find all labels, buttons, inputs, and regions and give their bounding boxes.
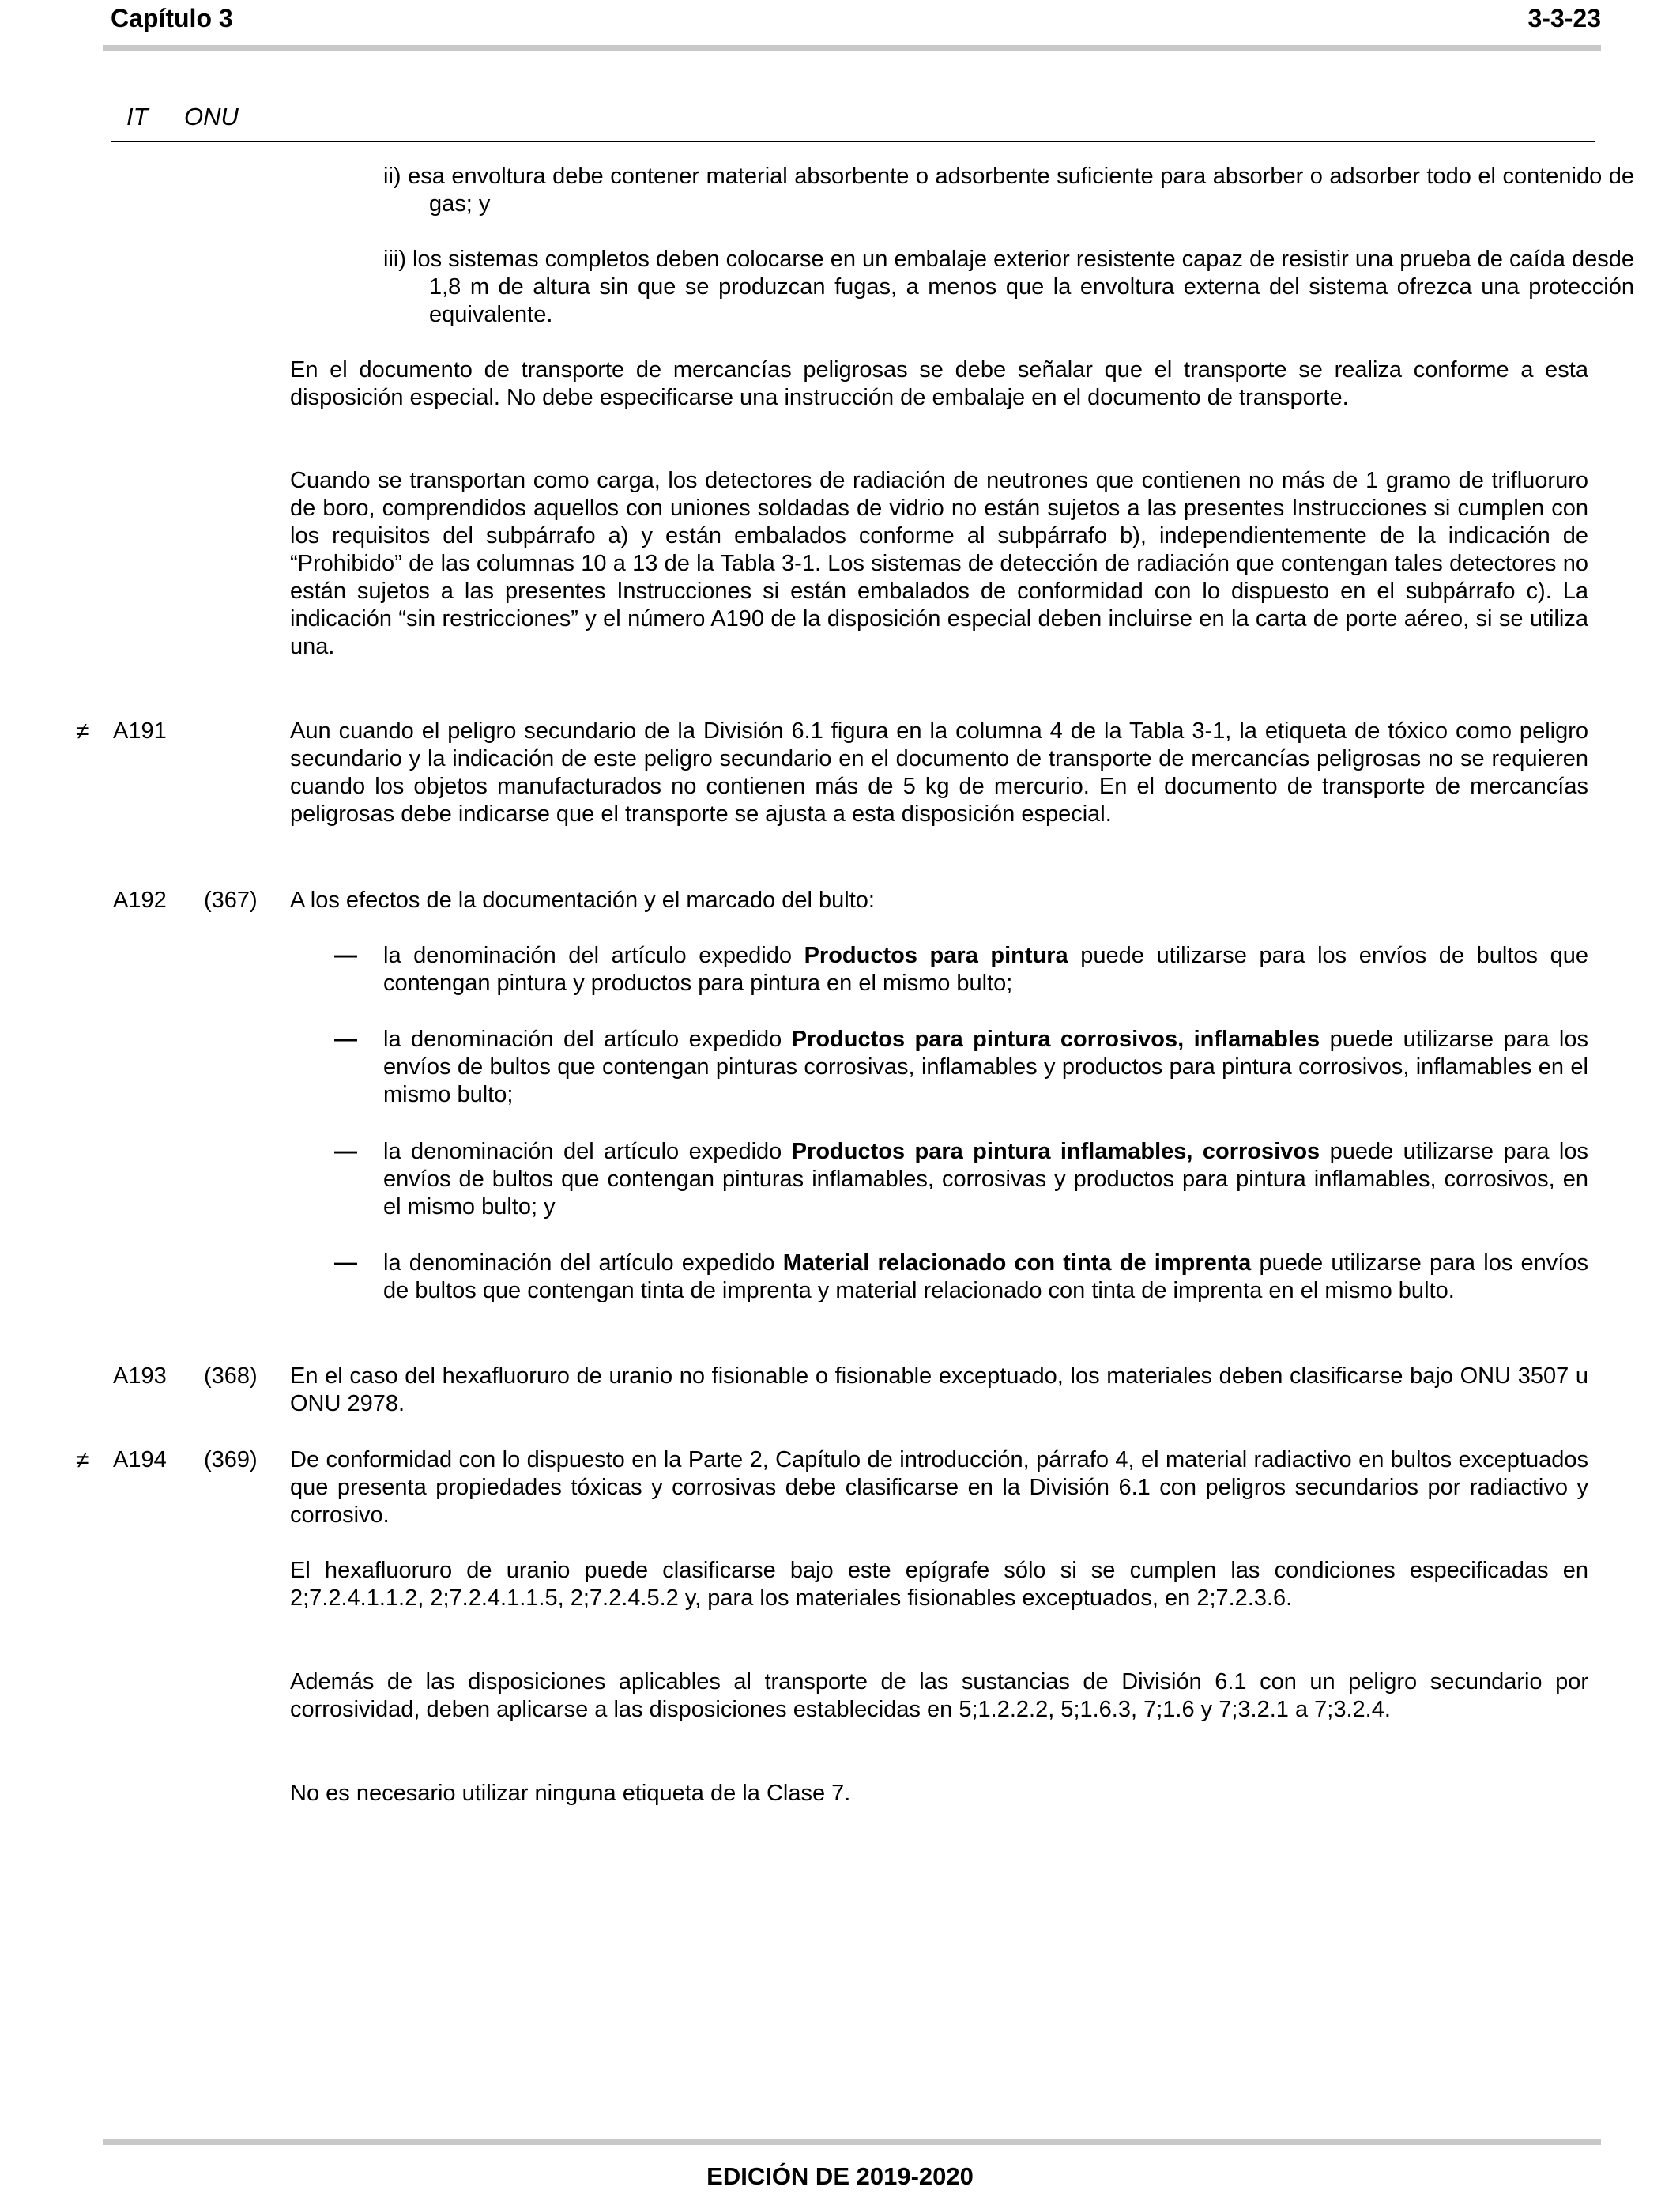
provision-paragraph: Aun cuando el peligro secundario de la División 6.1 figura en la columna 4 de la Tabla 3-1, la etiqueta de tóxico como peligro secundario y la indicación de este peligro secundario en el documento de transporte de mercancías peligrosas no se requieren cuando los objetos manufacturados no contienen más de 5 kg de mercurio. En el documento de transporte de mercancías peligrosas debe indicarse que el transporte se ajusta a esta disposición especial.	[290, 718, 1588, 827]
list-item-iii: iii) los sistemas completos deben colocarse en un embalaje exterior resistente capaz de resistir una prueba de caída desde 1,8 m de altura sin que se produzcan fugas, a menos que la envoltura externa del sistema ofrezca una protección equivalente.	[383, 247, 1634, 327]
paragraph-text: En el documento de transporte de mercancías peligrosas se debe señalar que el transporte se realiza conforme a esta disposición especial. No debe especificarse una instrucción de embalaje en el documento de transporte.	[290, 357, 1588, 410]
change-marker: ≠	[76, 1447, 89, 1473]
change-marker: ≠	[76, 718, 89, 745]
provision-code: A193	[113, 1363, 167, 1389]
list-item: la denominación del artículo expedido Productos para pintura corrosivos, inflamables puede utilizarse para los envíos de bultos que contengan pinturas corrosivas, inflamables y productos para pintura corrosivos, inflamables en el mismo bulto;	[383, 1027, 1588, 1107]
provision-text	[290, 1446, 1588, 1529]
paragraph-text: Además de las disposiciones aplicables al transporte de las sustancias de División 6.1 con un peligro secundario por corrosividad, deben aplicarse a las disposiciones establecidas en 5;1.2.2.2, 5;1.6.3, 7;1.6 y 7;3.2.1 a 7;3.2.4.	[290, 1669, 1588, 1722]
provision-paragraph: De conformidad con lo dispuesto en la Parte 2, Capítulo de introducción, párrafo 4, el material radiactivo en bultos exceptuados que presenta propiedades tóxicas y corrosivas debe clasificarse en la División 6.1 con peligros secundarios por radiactivo y corrosivo.	[290, 1447, 1588, 1528]
provision-text	[290, 887, 1588, 914]
provision-paragraph: A los efectos de la documentación y el marcado del bulto:	[290, 888, 875, 913]
dash-bullet: —	[334, 1027, 357, 1052]
column-header-rule	[111, 141, 1595, 142]
dash-bullet: —	[334, 1250, 357, 1276]
dash-bullet: —	[334, 1139, 357, 1164]
list-item: la denominación del artículo expedido Productos para pintura inflamables, corrosivos puede utilizarse para los envíos de bultos que contengan pinturas inflamables, corrosivas y productos para pintura inflamables, corrosivos, en el mismo bulto; y	[383, 1139, 1588, 1220]
list-item-ii: ii) esa envoltura debe contener material absorbente o adsorbente suficiente para absorber o adsorber todo el contenido de gas; y	[383, 164, 1634, 217]
edition-footer: EDICIÓN DE 2019-2020	[706, 2162, 974, 2190]
paragraph	[290, 356, 1588, 412]
un-reference: (369)	[204, 1447, 258, 1472]
dash-bullet: —	[334, 943, 357, 968]
provision-code: A192	[113, 888, 167, 913]
page-number: 3-3-23	[1527, 4, 1601, 32]
footer-rule	[103, 2139, 1601, 2145]
provision-paragraph: En el caso del hexafluoruro de uranio no fisionable o fisionable exceptuado, los materiales deben clasificarse bajo ONU 3507 u ONU 2978.	[290, 1363, 1588, 1416]
paragraph	[290, 467, 1588, 661]
un-reference: (367)	[204, 888, 258, 913]
column-header-onu: ONU	[184, 103, 239, 130]
provision-code: A191	[113, 718, 167, 744]
paragraph-text: El hexafluoruro de uranio puede clasificarse bajo este epígrafe sólo si se cumplen las condiciones especificadas en 2;7.2.4.1.1.2, 2;7.2.4.1.1.5, 2;7.2.4.5.2 y, para los materiales fisionables exceptuados, en 2;7.2.3.6.	[290, 1558, 1588, 1611]
paragraph	[290, 1668, 1588, 1724]
column-header-it: IT	[126, 103, 149, 130]
un-reference: (368)	[204, 1363, 258, 1389]
provision-text	[290, 1363, 1588, 1418]
header-rule	[103, 45, 1601, 51]
list-item: la denominación del artículo expedido Material relacionado con tinta de imprenta puede utilizarse para los envíos de bultos que contengan tinta de imprenta y material relacionado con tinta de imprenta en el mismo bulto.	[383, 1250, 1588, 1303]
page-header	[111, 5, 1601, 36]
provision-code: A194	[113, 1447, 167, 1472]
list-item: la denominación del artículo expedido Productos para pintura puede utilizarse para los envíos de bultos que contengan pintura y productos para pintura en el mismo bulto;	[383, 943, 1588, 996]
paragraph	[290, 1557, 1588, 1612]
paragraph-text: Cuando se transportan como carga, los detectores de radiación de neutrones que contienen no más de 1 gramo de trifluoruro de boro, comprendidos aquellos con uniones soldadas de vidrio no están sujetos a las presentes Instrucciones si cumplen con los requisitos del subpárrafo a) y están embalados conforme al subpárrafo b), independientemente de la indicación de “Prohibido” de las columnas 10 a 13 de la Tabla 3-1. Los sistemas de detección de radiación que contengan tales detectores no están sujetos a las presentes Instrucciones si están embalados de conformidad con lo dispuesto en el subpárrafo c). La indicación “sin restricciones” y el número A190 de la disposición especial deben incluirse en la carta de porte aéreo, si se utiliza una.	[290, 468, 1588, 659]
provision-text	[290, 718, 1588, 828]
chapter-title: Capítulo 3	[111, 4, 233, 32]
paragraph-text: No es necesario utilizar ninguna etiqueta de la Clase 7.	[290, 1781, 851, 1806]
paragraph	[290, 1780, 1588, 1808]
